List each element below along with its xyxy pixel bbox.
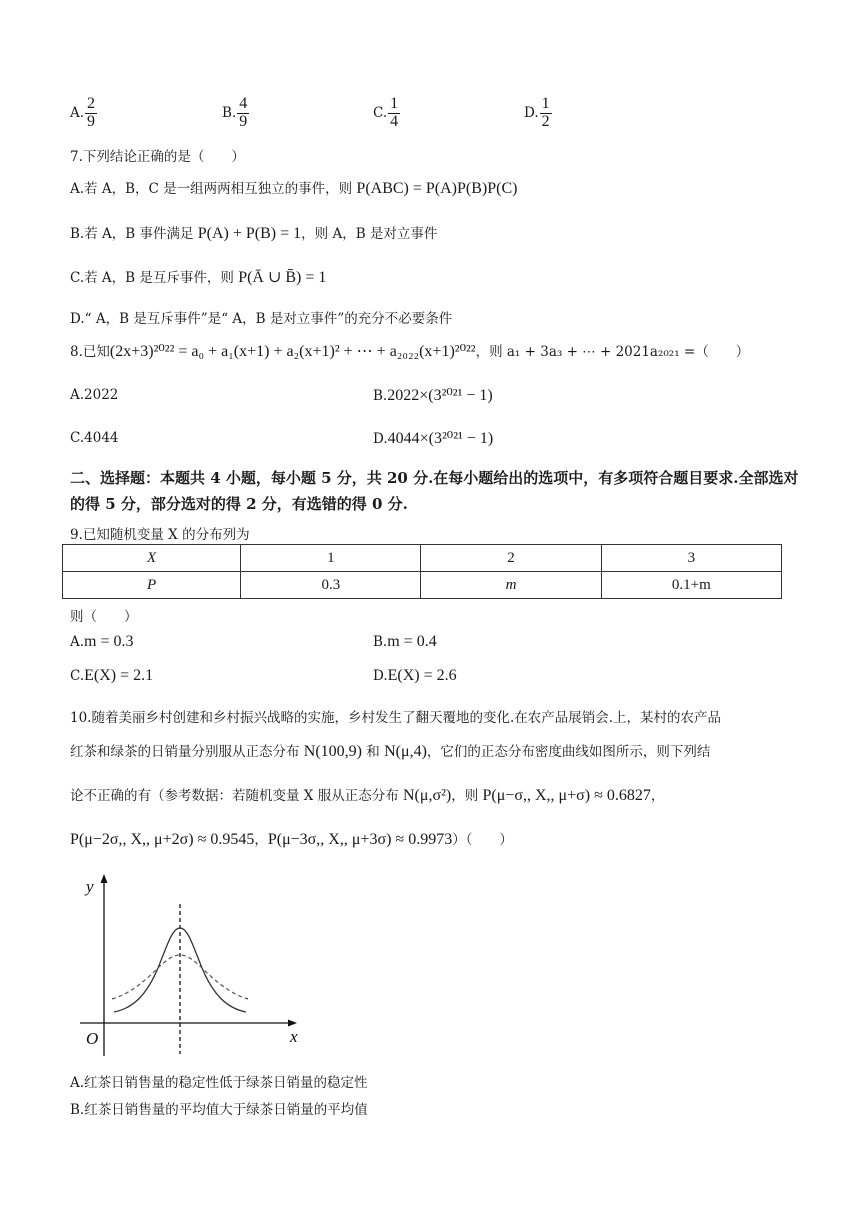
q10-line-2-and: 和: [362, 744, 385, 760]
q10-line-3-then: ，则: [451, 788, 483, 804]
q6-option-c: [373, 96, 400, 131]
q10-option-a: A.红茶日销售量的稳定性低于绿茶日销量的稳定性: [70, 1075, 368, 1091]
q10-line-2: [70, 740, 710, 761]
q9-option-b-math: m = 0.4: [387, 633, 437, 650]
q10-green-tea-dist: N(μ,4): [384, 743, 427, 760]
q9-option-c: [70, 667, 153, 685]
q6-option-a: [70, 96, 97, 131]
q6-option-b: [222, 96, 249, 131]
q10-red-tea-dist: N(100,9): [303, 743, 363, 760]
q7-option-b-math: P(A) + P(B) = 1: [197, 225, 302, 242]
q7-option-b-text: B.若 A，B 事件满足: [70, 226, 198, 242]
q6-option-c-label: C.: [373, 105, 388, 122]
q9-then: 则（ ）: [70, 609, 138, 625]
table-row: [63, 572, 782, 599]
q7-option-c: [70, 266, 326, 287]
q7-option-b: [70, 222, 437, 243]
q7-option-a: [70, 177, 517, 198]
q8-stem: [70, 340, 749, 361]
table-cell: P: [63, 572, 241, 599]
table-cell: 3: [601, 545, 781, 572]
q6-option-b-label: B.: [222, 105, 237, 122]
q9-option-b-label: B.: [373, 634, 388, 650]
q10-line-4: [70, 828, 513, 849]
q10-normal-dist: N(μ,σ²): [402, 787, 452, 804]
q10-line-3-text: 论不正确的有（参考数据：若随机变量 X 服从正态分布: [70, 788, 403, 804]
q8-prefix: 8.已知: [70, 344, 110, 360]
q8-option-b-label: B.: [373, 388, 388, 404]
q10-one-sigma: P(μ−σ,, X,, μ+σ) ≈ 0.6827: [482, 787, 651, 804]
q9-option-b: [373, 633, 437, 651]
q8-option-d: [373, 428, 493, 448]
q10-line-3: [70, 784, 664, 805]
x-axis-arrow-icon: [288, 1020, 297, 1027]
q8-option-d-label: D.: [373, 431, 388, 447]
q10-normal-curves-graph: [72, 866, 312, 1062]
section-2-title: 二、选择题：本题共 4 小题，每小题 5 分，共 20 分.在每小题给出的选项中，有多项符合题目要求.全部选对的得 5 分，部分选对的得 2 分，有选错的得 0 分.: [70, 469, 799, 513]
q6-option-d: [524, 96, 552, 131]
table-cell: m: [421, 572, 601, 599]
q6-option-d-fraction: $\frac{1}{2}$: [541, 95, 550, 130]
q10-two-sigma: P(μ−2σ,, X,, μ+2σ) ≈ 0.9545: [70, 831, 255, 848]
table-row: [63, 545, 782, 572]
q7-option-b-suffix: ，则 A，B 是对立事件: [301, 226, 438, 242]
q7-option-a-text: A.若 A，B，C 是一组两两相互独立的事件，则: [70, 181, 357, 197]
q10-line-2-text: 红茶和绿茶的日销量分别服从正态分布: [70, 744, 304, 760]
table-cell: 2: [421, 545, 601, 572]
q10-line-3-comma: ，: [650, 788, 665, 804]
q10-line-4-comma: ，: [254, 832, 268, 848]
q7-option-d: D.“ A，B 是互斥事件”是“ A，B 是对立事件”的充分不必要条件: [70, 311, 453, 327]
q6-option-a-label: A.: [70, 105, 85, 122]
q10-line-4-tail: ）（ ）: [452, 832, 513, 848]
q10-line-1: 10.随着美丽乡村创建和乡村振兴战略的实施，乡村发生了翻天覆地的变化.在农产品展销会.上，某村的农产品: [70, 710, 722, 726]
q8-ask: ，则 a₁ + 3a₃ + ⋯ + 2021a₂₀₂₁ =（ ）: [475, 344, 750, 360]
q8-option-a: A.2022: [70, 387, 119, 403]
q6-option-b-fraction: $\frac{4}{9}$: [239, 95, 248, 130]
q9-option-a-math: m = 0.3: [84, 633, 134, 650]
q9-distribution-table: [62, 544, 782, 599]
q8-option-b: [373, 385, 493, 405]
table-cell: 0.1+m: [601, 572, 781, 599]
table-cell: 0.3: [241, 572, 421, 599]
q9-option-c-label: C.: [70, 668, 85, 684]
q7-option-c-text: C.若 A，B 是互斥事件，则: [70, 270, 239, 286]
q9-option-d-label: D.: [373, 668, 388, 684]
q9-option-d-math: E(X) = 2.6: [387, 667, 457, 684]
table-cell: X: [63, 545, 241, 572]
q10-option-b: B.红茶日销售量的平均值大于绿茶日销量的平均值: [70, 1102, 368, 1118]
table-cell: 1: [241, 545, 421, 572]
q8-option-c: C.4044: [70, 430, 119, 446]
q8-option-d-math: 4044×(3²⁰²¹ − 1): [387, 430, 494, 447]
q9-option-a: [70, 633, 134, 651]
q7-option-c-math: P(Ā ∪ B̄) = 1: [238, 269, 327, 286]
y-axis-arrow-icon: [101, 874, 108, 883]
q8-equation: (2x+3)²⁰²² = a₀ + a₁(x+1) + a₂(x+1)² + ⋯ + a₂₀₂₂(x+1)²⁰²²: [109, 343, 476, 360]
q8-option-b-math: 2022×(3²⁰²¹ − 1): [387, 387, 493, 404]
y-axis-label: y: [86, 877, 94, 896]
q6-option-d-label: D.: [524, 105, 539, 122]
q10-line-2-tail: ，它们的正态分布密度曲线如图所示，则下列结: [426, 744, 711, 760]
q9-option-d: [373, 667, 457, 685]
q6-option-c-fraction: $\frac{1}{4}$: [390, 95, 399, 130]
q9-stem: 9.已知随机变量 X 的分布列为: [70, 527, 250, 543]
q9-option-c-math: E(X) = 2.1: [84, 667, 154, 684]
q6-option-a-fraction: $\frac{2}{9}$: [87, 95, 96, 130]
origin-label: O: [86, 1029, 99, 1048]
q10-three-sigma: P(μ−3σ,, X,, μ+3σ) ≈ 0.9973: [267, 831, 453, 848]
q9-option-a-label: A.: [70, 634, 85, 650]
x-axis-label: x: [290, 1027, 298, 1046]
q7-option-a-math: P(ABC) = P(A)P(B)P(C): [356, 180, 518, 197]
q7-stem: 7.下列结论正确的是（ ）: [70, 149, 245, 165]
